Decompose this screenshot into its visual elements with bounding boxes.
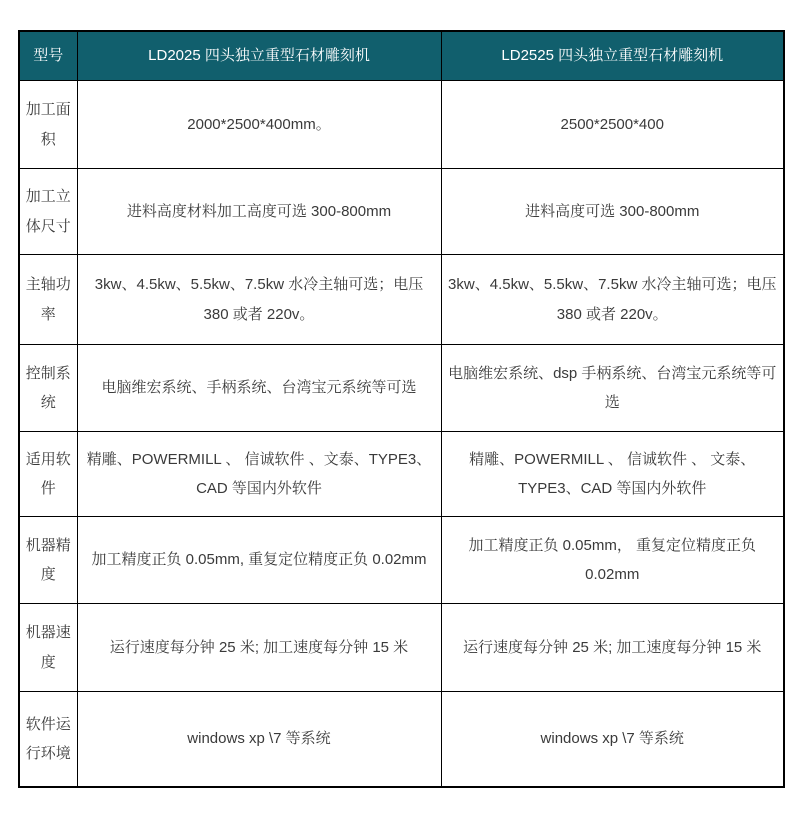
spec-row-label: 机器速度: [19, 604, 77, 692]
spec-cell-ld2525: 运行速度每分钟 25 米; 加工速度每分钟 15 米: [441, 604, 784, 692]
spec-cell-ld2025: 加工精度正负 0.05mm, 重复定位精度正负 0.02mm: [77, 517, 441, 604]
spec-row-label: 主轴功率: [19, 255, 77, 345]
spec-cell-ld2525: 3kw、4.5kw、5.5kw、7.5kw 水冷主轴可选；电压 380 或者 220v。: [441, 255, 784, 345]
table-row-precision: [19, 517, 784, 604]
table-row-speed: [19, 604, 784, 692]
table-row-software: [19, 432, 784, 517]
spec-row-label: 机器精度: [19, 517, 77, 604]
spec-row-label: 适用软件: [19, 432, 77, 517]
spec-cell-ld2025: 运行速度每分钟 25 米; 加工速度每分钟 15 米: [77, 604, 441, 692]
spec-cell-ld2025: 精雕、POWERMILL 、 信诚软件 、文泰、TYPE3、CAD 等国内外软件: [77, 432, 441, 517]
table-row-spindle-power: [19, 255, 784, 345]
spec-cell-ld2025: 2000*2500*400mm。: [77, 81, 441, 169]
spec-cell-ld2525: 电脑维宏系统、dsp 手柄系统、台湾宝元系统等可选: [441, 345, 784, 432]
spec-cell-ld2525: windows xp \7 等系统: [441, 692, 784, 787]
table-row-control-system: [19, 345, 784, 432]
spec-cell-ld2525: 精雕、POWERMILL 、 信诚软件 、 文泰、TYPE3、CAD 等国内外软件: [441, 432, 784, 517]
spec-cell-ld2025: windows xp \7 等系统: [77, 692, 441, 787]
spec-cell-ld2525: 2500*2500*400: [441, 81, 784, 169]
header-model-label: 型号: [19, 31, 77, 81]
header-machine-ld2525: LD2525 四头独立重型石材雕刻机: [441, 31, 784, 81]
spec-cell-ld2525: 加工精度正负 0.05mm， 重复定位精度正负 0.02mm: [441, 517, 784, 604]
header-row: [19, 31, 784, 81]
spec-cell-ld2025: 进料高度材料加工高度可选 300-800mm: [77, 169, 441, 255]
spec-row-label: 加工立体尺寸: [19, 169, 77, 255]
spec-row-label: 软件运行环境: [19, 692, 77, 787]
spec-cell-ld2025: 3kw、4.5kw、5.5kw、7.5kw 水冷主轴可选；电压 380 或者 220v。: [77, 255, 441, 345]
table-row-working-area: [19, 81, 784, 169]
spec-cell-ld2025: 电脑维宏系统、手柄系统、台湾宝元系统等可选: [77, 345, 441, 432]
header-machine-ld2025: LD2025 四头独立重型石材雕刻机: [77, 31, 441, 81]
table-row-working-height: [19, 169, 784, 255]
spec-row-label: 加工面积: [19, 81, 77, 169]
table-row-os-environment: [19, 692, 784, 787]
spec-row-label: 控制系统: [19, 345, 77, 432]
machine-spec-table: [18, 30, 785, 788]
spec-cell-ld2525: 进料高度可选 300-800mm: [441, 169, 784, 255]
